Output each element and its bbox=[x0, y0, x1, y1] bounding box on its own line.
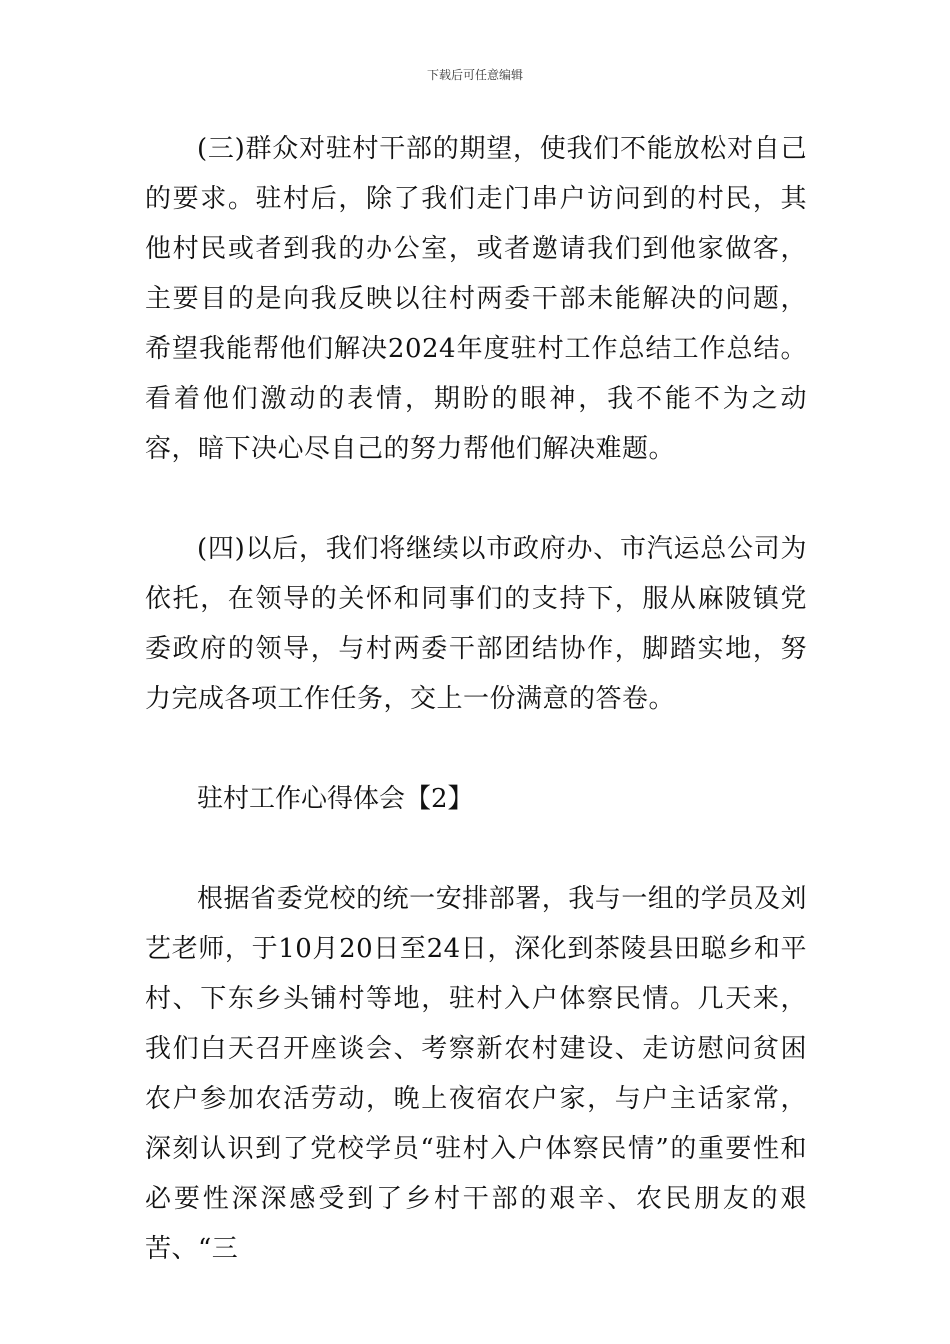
paragraph-three: (三)群众对驻村干部的期望，使我们不能放松对自己的要求。驻村后，除了我们走门串户访问到的村民，其他村民或者到我的办公室，或者邀请我们到他家做客，主要目的是向我反映以往村两委干部未能解决的问题，希望我能帮他们解决2024年度驻村工作总结工作总结。看着他们激动的表情，期盼的眼神，我不能不为之动容，暗下决心尽自己的努力帮他们解决难题。 bbox=[145, 134, 807, 464]
section-heading: 驻村工作心得体会【2】 bbox=[197, 784, 474, 814]
spacer bbox=[145, 724, 807, 774]
paragraph-five: 根据省委党校的统一安排部署，我与一组的学员及刘艺老师，于10月20日至24日，深化到茶陵县田聪乡和平村、下东乡头铺村等地，驻村入户体察民情。几天来，我们白天召开座谈会、考察新农村建设、走访慰问贫困农户参加农活劳动，晚上夜宿农户家，与户主话家常，深刻认识到了党校学员“驻村入户体察民情”的重要性和必要性深深感受到了乡村干部的艰辛、农民朋友的艰苦、“三 bbox=[145, 884, 807, 1264]
spacer bbox=[145, 824, 807, 874]
document-body bbox=[145, 124, 807, 1274]
page-header: 下载后可任意编辑 bbox=[426, 68, 523, 82]
spacer bbox=[145, 474, 807, 524]
paragraph-four: (四)以后，我们将继续以市政府办、市汽运总公司为依托，在领导的关怀和同事们的支持下，服从麻陂镇党委政府的领导，与村两委干部团结协作，脚踏实地，努力完成各项工作任务，交上一份满意的答卷。 bbox=[145, 534, 807, 714]
